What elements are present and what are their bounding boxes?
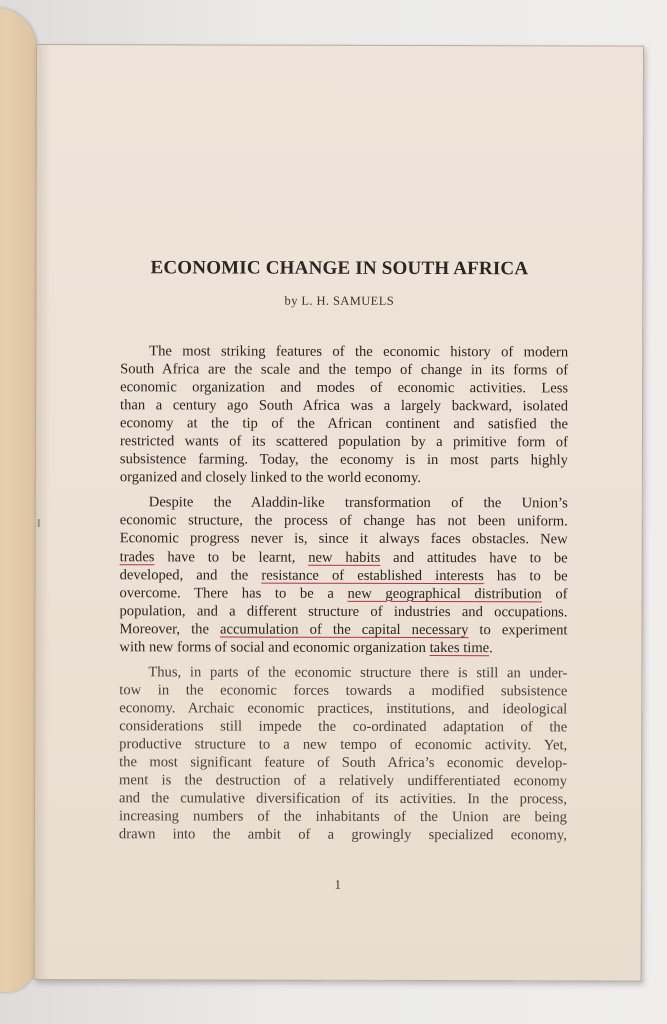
text-line: The most striking features of the economic history of modern: [149, 343, 569, 361]
pen-underlined-phrase: accumulation of the capital necessary: [219, 621, 469, 638]
text-line: than a century ago South Africa was a largely backward, isolated: [120, 397, 569, 415]
margin-mark: [38, 519, 40, 527]
text-line: Moreover, the accumulation of the capital necessary to experiment: [119, 620, 568, 639]
text-line: the most significant feature of South Africa’s economic develop-: [119, 754, 568, 772]
article-title: ECONOMIC CHANGE IN SOUTH AFRICA: [150, 257, 529, 280]
pen-underlined-phrase: new geographical distribution: [347, 585, 542, 602]
text-line: tow in the economic forces towards a modified subsistence: [119, 682, 568, 700]
page-number: 1: [334, 876, 342, 892]
text-line: South Africa are the scale and the tempo of change in its forms of: [120, 361, 569, 379]
text-line: economic organization and modes of economic activities. Less: [120, 379, 569, 397]
booklet-page: [34, 44, 644, 982]
text-line: and the cumulative diversification of its activities. In the process,: [119, 790, 568, 808]
text-line: increasing numbers of the inhabitants of the Union are being: [118, 808, 567, 826]
text-line: developed, and the resistance of established interests has to be: [119, 566, 568, 584]
text-line: trades have to be learnt, new habits and attitudes have to be: [119, 548, 568, 566]
article-byline: by L. H. SAMUELS: [284, 293, 395, 308]
text-line: organized and closely linked to the world economy.: [119, 469, 422, 487]
booklet-back-cover: [0, 8, 36, 992]
text-line: Despite the Aladdin-like transformation of the Union’s: [148, 494, 568, 512]
pen-underlined-phrase: takes time: [429, 639, 490, 656]
text-line: Economic progress never is, since it always faces obstacles. New: [119, 530, 568, 548]
article-body: [119, 342, 568, 851]
spine-shadow: [35, 45, 51, 979]
pen-underlined-phrase: resistance of established interests: [261, 567, 484, 584]
text-line: subsistence farming. Today, the economy is in most parts highly: [119, 451, 568, 469]
pen-underlined-phrase: new habits: [308, 549, 381, 566]
text-line: productive structure to a new tempo of economic activity. Yet,: [119, 736, 568, 754]
paragraph-1: [120, 342, 568, 488]
paragraph-2: [119, 494, 567, 658]
text-line: overcome. There has to be a new geographical distribution of: [119, 584, 568, 603]
text-line: drawn into the ambit of a growingly specialized economy,: [118, 826, 567, 844]
text-line: economy. Archaic economic practices, institutions, and ideological: [119, 700, 568, 718]
paragraph-3: [119, 663, 567, 845]
text-line: population, and a different structure of industries and occupations.: [119, 602, 568, 621]
text-line: restricted wants of its scattered population by a primitive form of: [119, 433, 568, 451]
text-line: ment is the destruction of a relatively undifferentiated economy: [119, 772, 568, 790]
text-line: considerations still impede the co-ordinated adaptation of the: [119, 718, 568, 736]
text-line: economy at the tip of the African continent and satisfied the: [119, 415, 569, 433]
text-line: with new forms of social and economic organization takes time.: [119, 638, 493, 656]
pen-underlined-phrase: trades: [119, 548, 155, 565]
text-line: economic structure, the process of change has not been uniform.: [119, 512, 568, 530]
text-line: Thus, in parts of the economic structure there is still an under-: [148, 664, 568, 682]
